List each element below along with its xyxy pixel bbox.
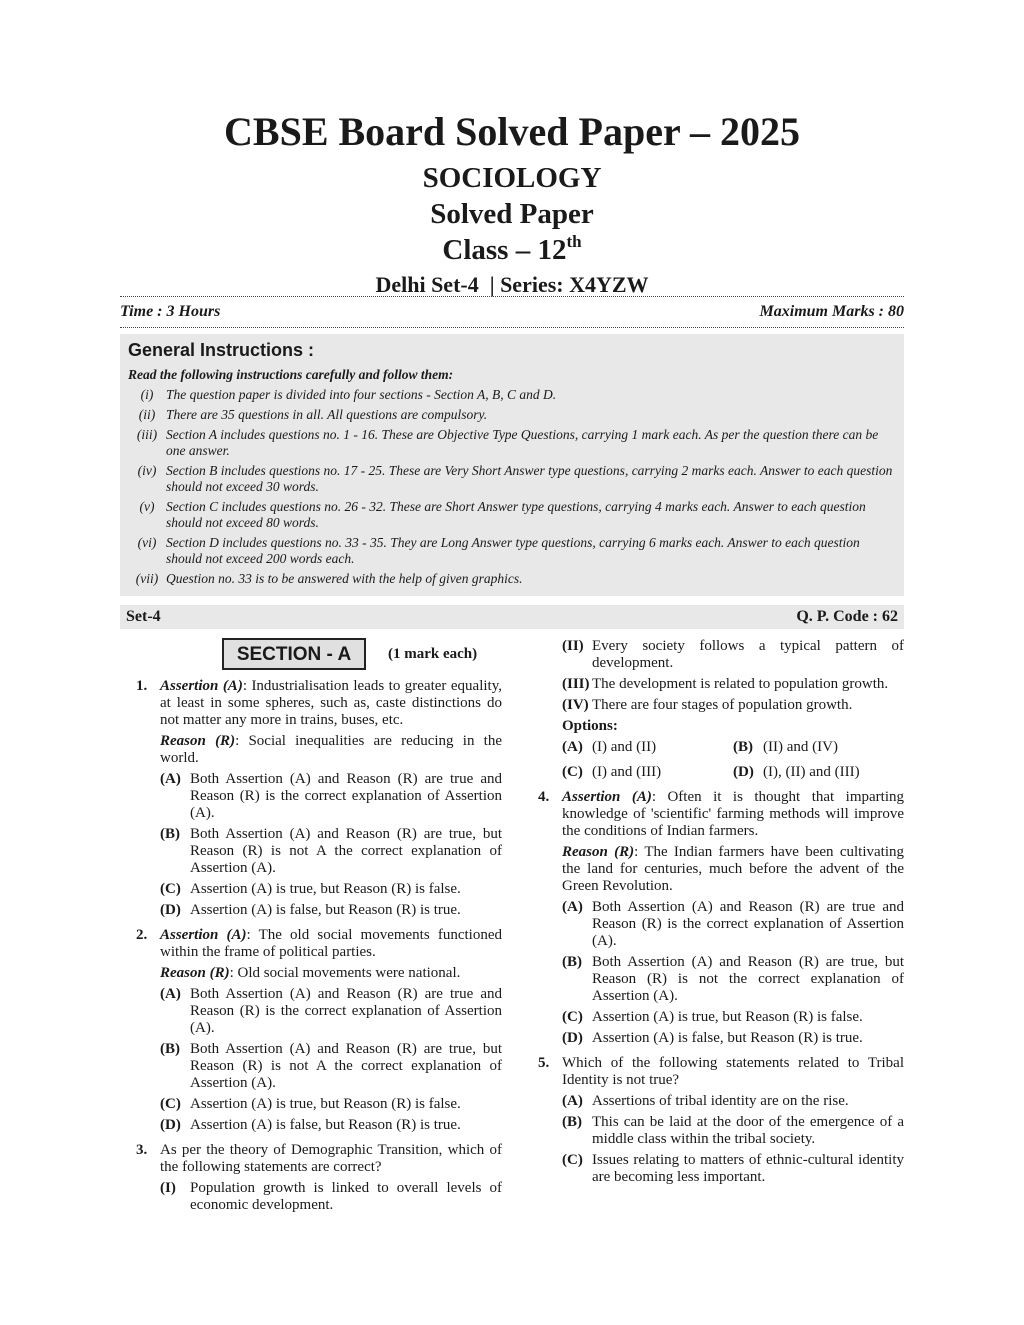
statement — [562, 697, 904, 714]
option-text: Both Assertion (A) and Reason (R) are true and Reason (R) is the correct explanation of Assertion (A). — [190, 986, 502, 1036]
option — [160, 771, 502, 822]
qp-code: Q. P. Code : 62 — [796, 608, 898, 625]
statement-text: There are four stages of population growth. — [592, 697, 853, 713]
option-text: Both Assertion (A) and Reason (R) are true, but Reason (R) is not A the correct explanation of Assertion (A). — [190, 826, 502, 876]
option — [562, 764, 733, 781]
option-key: (A) — [562, 739, 583, 755]
question-number: 5. — [538, 1055, 550, 1071]
option — [160, 986, 502, 1037]
instruction-item — [128, 499, 896, 531]
reason-label: Reason (R) — [160, 733, 236, 749]
instruction-item — [128, 535, 896, 567]
option-text: Assertion (A) is false, but Reason (R) is true. — [190, 1117, 461, 1133]
maximum-marks: Maximum Marks : 80 — [759, 303, 904, 320]
option — [160, 902, 502, 919]
assertion-label: Assertion (A) — [160, 678, 243, 694]
instruction-number: (v) — [139, 499, 155, 514]
assertion-text: : Industrialisation leads to greater equality, at least in some spheres, such as, caste distinctions do not matter any more in trains, buses, etc. — [160, 678, 502, 728]
option-text: (I), (II) and (III) — [763, 764, 860, 780]
section-header — [136, 638, 502, 670]
instruction-item — [128, 407, 896, 423]
exam-meta-bar — [120, 296, 904, 328]
option-key: (A) — [562, 1093, 583, 1109]
reason-label: Reason (R) — [160, 965, 230, 981]
question-body — [160, 927, 502, 1138]
option — [562, 1093, 904, 1110]
question-number: 4. — [538, 789, 550, 805]
option-text: Assertions of tribal identity are on the rise. — [592, 1093, 849, 1109]
instruction-item — [128, 463, 896, 495]
option-key: (C) — [562, 1152, 583, 1168]
question-number: 1. — [136, 678, 148, 694]
option-key: (A) — [160, 771, 181, 787]
option-text: Both Assertion (A) and Reason (R) are true and Reason (R) is the correct explanation of Assertion (A). — [592, 899, 904, 949]
option-text: (I) and (II) — [592, 739, 657, 755]
instruction-number: (vi) — [137, 535, 157, 550]
option — [562, 1009, 904, 1026]
option-text: Both Assertion (A) and Reason (R) are true, but Reason (R) is not the correct explanation of Assertion (A). — [592, 954, 904, 1004]
instruction-number: (i) — [140, 387, 154, 402]
option-key: (B) — [160, 826, 180, 842]
option — [562, 1030, 904, 1047]
option-text: (II) and (IV) — [763, 739, 838, 755]
option-key: (B) — [160, 1041, 180, 1057]
class-superscript: th — [566, 232, 582, 251]
option-key: (D) — [733, 764, 754, 780]
option-key: (C) — [562, 764, 583, 780]
instruction-item — [128, 387, 896, 403]
option-key: (D) — [562, 1030, 583, 1046]
option — [733, 739, 904, 756]
question-number: 2. — [136, 927, 148, 943]
question-5 — [538, 1055, 904, 1190]
instruction-text: Section B includes questions no. 17 - 25. These are Very Short Answer type questions, carrying 2 marks each. Answer to each question should not exceed 30 words. — [166, 463, 893, 494]
instructions-intro: Read the following instructions carefully and follow them: — [128, 367, 454, 382]
set-series: Delhi Set-4 | Series: X4YZW — [375, 272, 649, 297]
statement — [562, 676, 904, 693]
instruction-text: Section C includes questions no. 26 - 32. These are Short Answer type questions, carrying 4 marks each. Answer to each question should not exceed 80 words. — [166, 499, 866, 530]
section-marks-note: (1 mark each) — [388, 645, 478, 662]
instruction-text: Section D includes questions no. 33 - 35. They are Long Answer type questions, carrying 6 marks each. Answer to each question should not exceed 200 words each. — [166, 535, 860, 566]
assertion — [160, 927, 502, 961]
statement-key: (II) — [562, 638, 584, 654]
option — [562, 899, 904, 950]
paper-title: CBSE Board Solved Paper – 2025 — [224, 109, 800, 154]
time-allowed: Time : 3 Hours — [120, 303, 221, 320]
statement-text: The development is related to population growth. — [592, 676, 889, 692]
option-text: Both Assertion (A) and Reason (R) are true and Reason (R) is the correct explanation of Assertion (A). — [190, 771, 502, 821]
assertion-text: : The old social movements functioned within the frame of political parties. — [160, 927, 502, 960]
question-body — [160, 1142, 502, 1218]
set-code-bar — [120, 605, 904, 629]
option-key: (B) — [562, 954, 582, 970]
option-key: (C) — [160, 1096, 181, 1112]
option — [562, 954, 904, 1005]
option-key: (B) — [562, 1114, 582, 1130]
instruction-number: (iii) — [136, 427, 158, 442]
option-text: Assertion (A) is true, but Reason (R) is false. — [592, 1009, 863, 1025]
question-body — [562, 789, 904, 1051]
instructions-list — [128, 387, 896, 587]
reason — [160, 965, 502, 982]
question-text: Which of the following statements related to Tribal Identity is not true? — [562, 1055, 904, 1088]
option — [733, 764, 904, 781]
class-line — [0, 232, 1024, 268]
option-key: (D) — [160, 902, 181, 918]
option-text: Assertion (A) is false, but Reason (R) is true. — [592, 1030, 863, 1046]
instruction-number: (iv) — [137, 463, 157, 478]
reason-text: : Social inequalities are reducing in the world. — [160, 733, 502, 766]
instruction-item — [128, 427, 896, 459]
statement — [562, 638, 904, 672]
statement-key: (III) — [562, 676, 590, 692]
reason — [160, 733, 502, 767]
statement-text: Population growth is linked to overall levels of economic development. — [190, 1180, 502, 1213]
option-key: (C) — [562, 1009, 583, 1025]
subject-title: SOCIOLOGY — [422, 162, 602, 194]
instruction-text: Section A includes questions no. 1 - 16. These are Objective Type Questions, carrying 1 mark each. As per the question there can be one answer. — [166, 427, 879, 458]
option — [160, 1096, 502, 1113]
question-4 — [538, 789, 904, 1051]
right-column — [538, 638, 904, 1194]
instructions-title: General Instructions : — [128, 340, 315, 360]
question-3-continued — [562, 638, 904, 785]
reason-text: : Old social movements were national. — [229, 965, 461, 981]
option-text: This can be laid at the door of the emergence of a middle class within the tribal society. — [592, 1114, 904, 1147]
question-1 — [136, 678, 502, 923]
assertion-text: : Often it is thought that imparting knowledge of 'scientific' farming methods will improve the conditions of Indian farmers. — [562, 789, 904, 839]
assertion — [562, 789, 904, 840]
instruction-text: There are 35 questions in all. All questions are compulsory. — [166, 407, 488, 422]
option — [160, 1041, 502, 1092]
assertion-label: Assertion (A) — [562, 789, 652, 805]
option-key: (B) — [733, 739, 753, 755]
instruction-item — [128, 571, 896, 587]
general-instructions-box — [120, 334, 904, 596]
option-key: (D) — [160, 1117, 181, 1133]
option — [562, 1114, 904, 1148]
paper-subtitle: Solved Paper — [430, 198, 594, 230]
assertion-label: Assertion (A) — [160, 927, 247, 943]
page-header — [0, 108, 1024, 300]
statement-key: (IV) — [562, 697, 589, 713]
assertion — [160, 678, 502, 729]
option — [160, 881, 502, 898]
statement-key: (I) — [160, 1180, 176, 1196]
option-text: Issues relating to matters of ethnic-cultural identity are becoming less important. — [592, 1152, 904, 1185]
option-text: Assertion (A) is true, but Reason (R) is false. — [190, 1096, 461, 1112]
statement-text: Every society follows a typical pattern of development. — [592, 638, 904, 671]
statement — [160, 1180, 502, 1214]
question-number: 3. — [136, 1142, 148, 1158]
set-label: Set-4 — [126, 608, 161, 625]
question-body — [160, 678, 502, 923]
instruction-text: Question no. 33 is to be answered with the help of given graphics. — [166, 571, 523, 586]
instruction-number: (ii) — [138, 407, 156, 422]
option-text: Assertion (A) is true, but Reason (R) is false. — [190, 881, 461, 897]
options-title: Options: — [562, 718, 618, 734]
option — [562, 739, 733, 756]
option — [160, 1117, 502, 1134]
option-key: (A) — [160, 986, 181, 1002]
option-key: (A) — [562, 899, 583, 915]
option — [562, 1152, 904, 1186]
instruction-text: The question paper is divided into four sections - Section A, B, C and D. — [166, 387, 557, 402]
options-grid — [562, 739, 904, 785]
instruction-number: (vii) — [135, 571, 159, 586]
question-body — [562, 1055, 904, 1190]
option-key: (C) — [160, 881, 181, 897]
option-text: Assertion (A) is false, but Reason (R) is true. — [190, 902, 461, 918]
section-label: SECTION - A — [222, 638, 366, 670]
option-text: (I) and (III) — [592, 764, 662, 780]
question-2 — [136, 927, 502, 1138]
class-text: Class – 12 — [442, 234, 567, 266]
option-text: Both Assertion (A) and Reason (R) are true, but Reason (R) is not A the correct explanation of Assertion (A). — [190, 1041, 502, 1091]
reason-text: : The Indian farmers have been cultivating the land for centuries, much before the advent of the Green Revolution. — [562, 844, 904, 894]
question-text: As per the theory of Demographic Transition, which of the following statements are correct? — [160, 1142, 502, 1175]
left-column — [136, 638, 502, 1222]
question-3 — [136, 1142, 502, 1218]
reason-label: Reason (R) — [562, 844, 635, 860]
reason — [562, 844, 904, 895]
option — [160, 826, 502, 877]
